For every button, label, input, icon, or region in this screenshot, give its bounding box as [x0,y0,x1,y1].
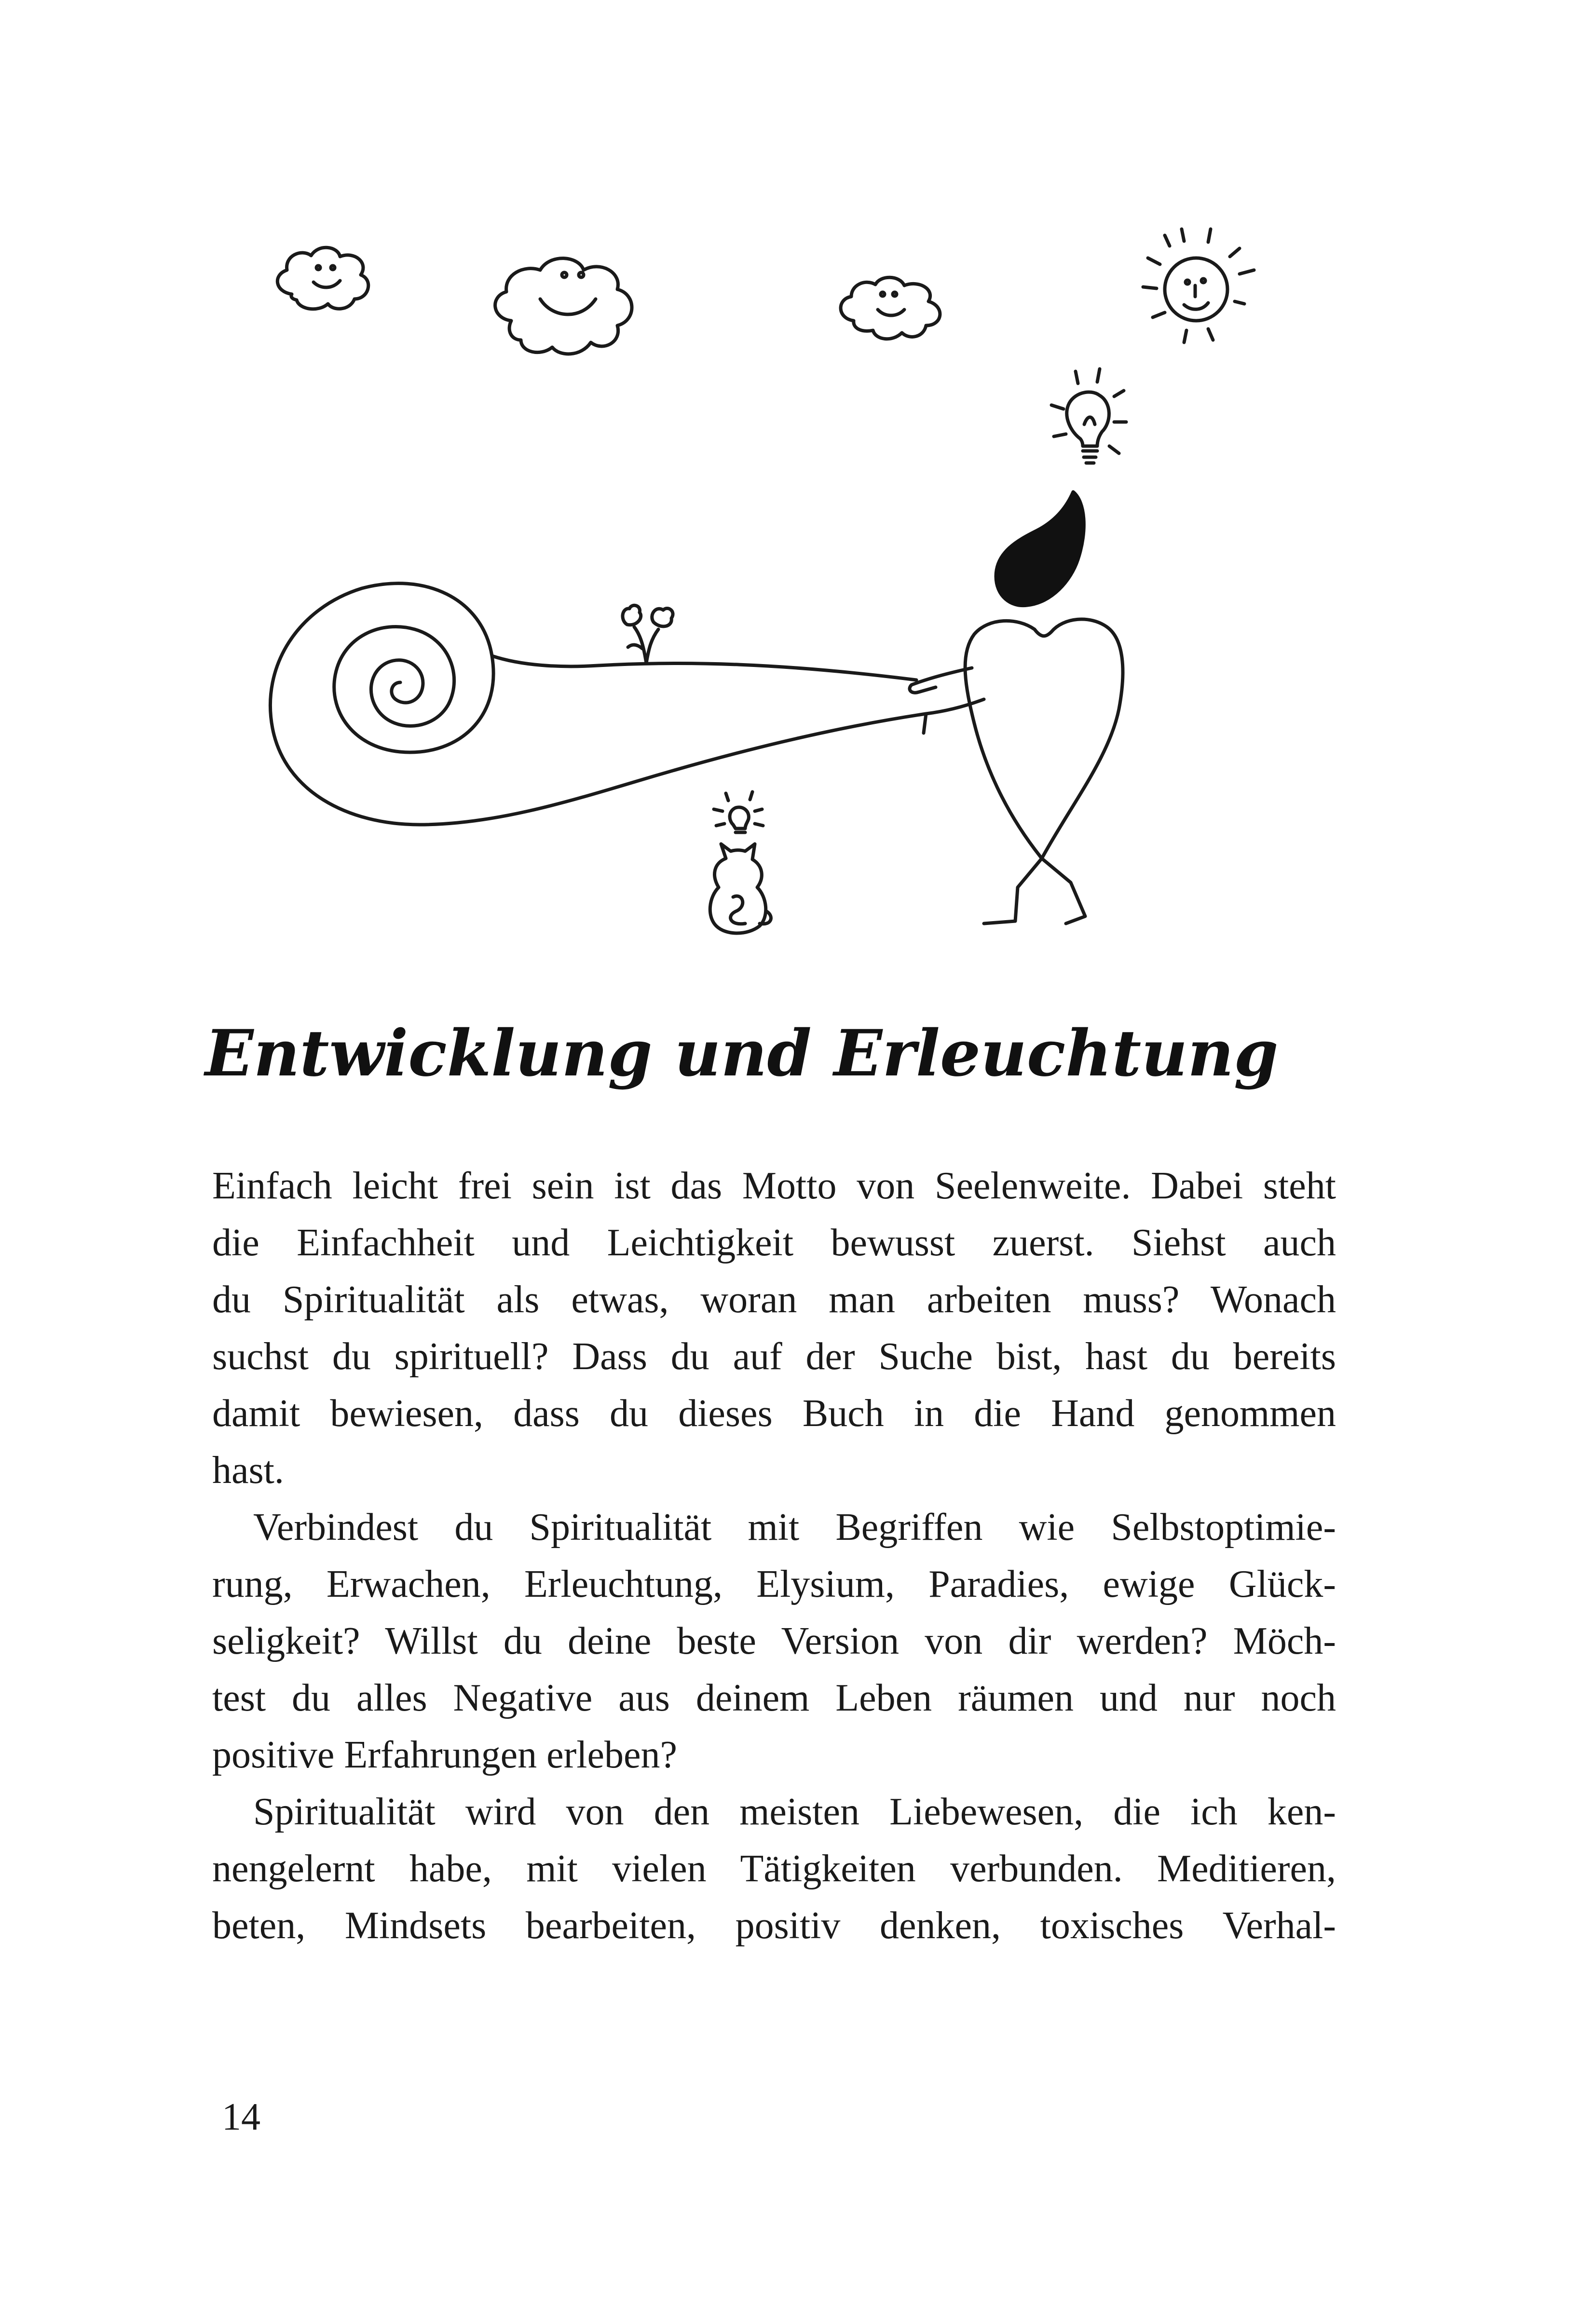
text-line: beten, Mindsets bearbeiten, positiv denken, toxisches Verhal- [212,1904,1336,1947]
illustration [251,203,1341,984]
sun-icon [1143,229,1254,342]
paragraph [212,1157,1336,1499]
heart-figure [910,619,1123,924]
text-line: die Einfachheit und Leichtigkeit bewusst zuerst. Siehst auch [212,1222,1336,1264]
paragraph [212,1783,1336,1954]
text-line: nengelernt habe, mit vielen Tätigkeiten verbunden. Meditieren, [212,1848,1336,1890]
lightbulb-icon [1051,369,1126,463]
head-shape [996,492,1084,606]
cloud-icon [841,277,940,339]
text-line: hast. [212,1449,284,1492]
cat-icon [710,844,771,933]
lightbulb-icon [714,792,763,832]
cloud-icon [277,247,368,309]
spiral-path [270,584,926,825]
text-line: test du alles Negative aus deinem Leben räumen und nur noch [212,1677,1336,1719]
text-line: Spiritualität wird von den meisten Liebewesen, die ich ken- [253,1791,1336,1833]
text-line: damit bewiesen, dass du dieses Buch in die Hand genommen [212,1392,1336,1435]
text-line: Verbindest du Spiritualität mit Begriffen wie Selbstoptimie- [253,1506,1336,1549]
text-line: du Spiritualität als etwas, woran man arbeiten muss? Wonach [212,1278,1336,1321]
flower-icon [623,605,673,663]
text-line: Einfach leicht frei sein ist das Motto von Seelenweite. Dabei steht [212,1165,1336,1207]
paragraph [212,1499,1336,1783]
text-line: seligkeit? Willst du deine beste Version von dir werden? Möch- [212,1620,1336,1662]
page-title: Entwicklung und Erleuchtung [205,1016,1279,1091]
text-line: suchst du spirituell? Dass du auf der Suche bist, hast du bereits [212,1335,1336,1378]
text-line: rung, Erwachen, Erleuchtung, Elysium, Paradies, ewige Glück- [212,1563,1336,1605]
body-text [212,1157,1336,1954]
page-number: 14 [222,2096,260,2138]
cloud-icon [495,258,632,354]
text-line: positive Erfahrungen erleben? [212,1734,678,1776]
